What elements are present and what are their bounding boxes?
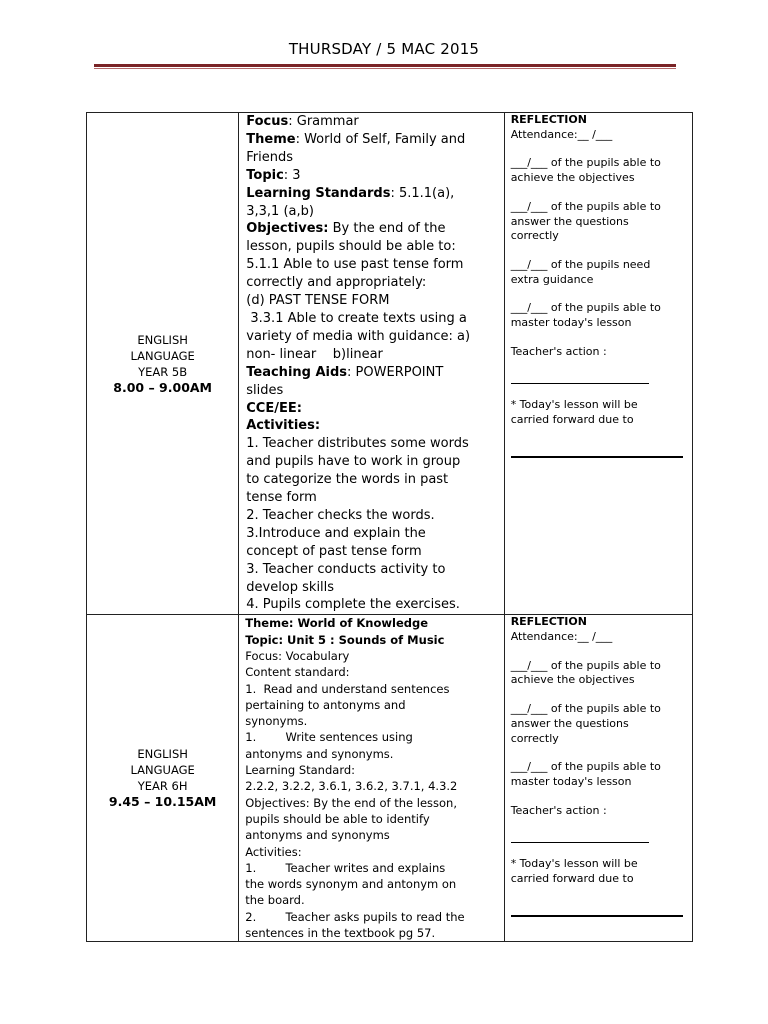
activity-text: concept of past tense form [246,543,422,559]
header-rule-thin [94,68,676,69]
plan-text: Focus: Vocabulary [245,648,350,663]
lesson-time: 9.45 – 10.15AM [108,794,217,810]
class-cell [87,113,239,615]
reflection-item [511,258,686,287]
plan-text: pertaining to antonyms and [245,697,406,712]
action-underline [511,373,649,384]
activities-label: Activities: [246,418,321,434]
reflection-item-text: achieve the objectives [510,171,635,185]
plan-text: the words synonym and antonym on [245,877,457,892]
teaching-aids-line [246,364,497,382]
learning-standards-line-2: 3,3,1 (a,b) [246,203,314,219]
activity-text: 3.Introduce and explain the [246,525,426,541]
topic-label: Topic [246,167,284,183]
objectives-text: (d) PAST TENSE FORM [246,293,390,309]
objectives-text: correctly and appropriately: [246,275,427,291]
reflection-item-text: answer the questions [510,214,629,228]
plan-text: 1. Write sentences using [245,730,413,745]
learning-standards-line [246,185,497,203]
teaching-aids-line-2: slides [246,382,284,398]
reflection-item-text: ___/___ of the pupils able to [510,760,661,774]
theme-line-2: Friends [246,149,294,165]
carry-forward-text: * Today's lesson will be [510,857,638,871]
header-rule [94,64,676,67]
reflection-item [511,659,686,688]
reflection-cell [504,113,692,615]
action-underline [511,832,649,843]
plan-text: pupils should be able to identify [245,811,430,826]
lesson-row [87,113,693,615]
theme-label: Theme [246,131,296,147]
plan-text: antonyms and synonyms. [245,746,394,761]
reflection-item-text: correctly [510,731,559,745]
class-cell [87,615,239,942]
reflection-item-text: ___/___ of the pupils able to [510,156,661,170]
reflection-title: REFLECTION [510,113,587,126]
reflection-item [511,301,686,330]
plan-text: antonyms and synonyms [245,828,390,843]
carry-forward-text: carried forward due to [510,872,634,886]
reflection-item [511,156,686,185]
activity-text: develop skills [246,579,335,595]
objectives-line [246,220,497,238]
carry-forward-note [511,857,686,886]
topic-line: Topic: Unit 5 : Sounds of Music [245,632,445,647]
theme-line: Theme: World of Knowledge [245,616,429,631]
plan-text: 2.2.2, 3.2.2, 3.6.1, 3.6.2, 3.7.1, 4.3.2 [245,779,458,794]
objectives-text: 3.3.1 Able to create texts using a [246,310,467,326]
plan-text: 1. Read and understand sentences [245,681,450,696]
objectives-text: lesson, pupils should be able to: [246,239,456,255]
carry-forward-text: carried forward due to [510,413,634,427]
class-name: YEAR 6H [137,779,188,794]
teacher-action: Teacher's action : [510,803,607,817]
cce-label: CCE/EE: [246,400,302,416]
lesson-plan-cell [239,113,504,615]
plan-text: 1. Teacher writes and explains [245,860,446,875]
plan-text: sentences in the textbook pg 57. [245,926,436,941]
reflection-item-text: ___/___ of the pupils able to [510,199,661,213]
objectives-value: By the end of the [328,221,446,237]
topic-line [246,167,497,185]
activity-text: 1. Teacher distributes some words [246,436,469,452]
activity-text: 3. Teacher conducts activity to [246,561,446,577]
objectives-text: non- linear b)linear [246,346,383,362]
reflection-item-text: ___/___ of the pupils able to [510,658,661,672]
learning-standards-value: : 5.1.1(a), [390,185,455,201]
subject-label: ENGLISH [137,332,188,347]
page-title: THURSDAY / 5 MAC 2015 [288,40,480,58]
carry-forward-underline [511,901,683,917]
learning-standards-label: Learning Standards [246,185,391,201]
plan-text: Objectives: By the end of the lesson, [245,795,458,810]
reflection-item-text: correctly [510,229,559,243]
class-name: YEAR 5B [138,364,188,379]
theme-line [246,131,497,149]
lesson-plan-table [86,112,693,942]
subject-label-2: LANGUAGE [130,763,195,778]
reflection-item-text: ___/___ of the pupils need [510,257,651,271]
reflection-item-text: answer the questions [510,716,629,730]
reflection-item-text: extra guidance [510,272,594,286]
plan-text: Content standard: [245,665,350,680]
carry-forward-note [511,398,686,427]
plan-text: Activities: [245,844,302,859]
activity-text: and pupils have to work in group [246,454,461,470]
activity-text: 4. Pupils complete the exercises. [246,597,460,613]
objectives-label: Objectives: [246,221,329,237]
carry-forward-text: * Today's lesson will be [510,398,638,412]
focus-line [246,113,497,131]
cce-line [246,400,497,418]
reflection-item [511,200,686,244]
activity-text: tense form [246,490,317,506]
teaching-aids-label: Teaching Aids [246,364,348,380]
reflection-item-text: master today's lesson [510,316,632,330]
activities-line [246,417,497,435]
teacher-action: Teacher's action : [510,344,607,358]
lesson-time: 8.00 – 9.00AM [113,379,212,395]
lesson-row [87,615,693,942]
reflection-cell [504,615,692,942]
theme-value: : World of Self, Family and [295,131,466,147]
teaching-aids-value: : POWERPOINT [347,364,444,380]
subject-label: ENGLISH [137,747,188,762]
activity-text: 2. Teacher checks the words. [246,507,435,523]
reflection-item-text: ___/___ of the pupils able to [510,702,661,716]
reflection-item [511,702,686,746]
attendance-line: Attendance:__ /___ [510,127,613,141]
reflection-item-text: achieve the objectives [510,673,635,687]
plan-text: 2. Teacher asks pupils to read the [245,909,465,924]
objectives-text: 5.1.1 Able to use past tense form [246,257,464,273]
focus-label: Focus [246,114,289,129]
reflection-title: REFLECTION [510,615,587,629]
subject-label-2: LANGUAGE [130,348,195,363]
plan-text: Learning Standard: [245,763,356,778]
focus-value: : Grammar [288,114,359,129]
objectives-text: variety of media with guidance: a) [246,328,471,344]
attendance-line: Attendance:__ /___ [510,630,613,644]
plan-text: synonyms. [245,714,308,729]
reflection-item [511,760,686,789]
reflection-item-text: master today's lesson [510,775,632,788]
reflection-item-text: ___/___ of the pupils able to [510,301,661,315]
plan-text: the board. [245,893,305,908]
carry-forward-underline [511,442,683,458]
activity-text: to categorize the words in past [246,472,449,488]
topic-value: : 3 [283,167,301,183]
lesson-plan-cell [239,615,504,942]
